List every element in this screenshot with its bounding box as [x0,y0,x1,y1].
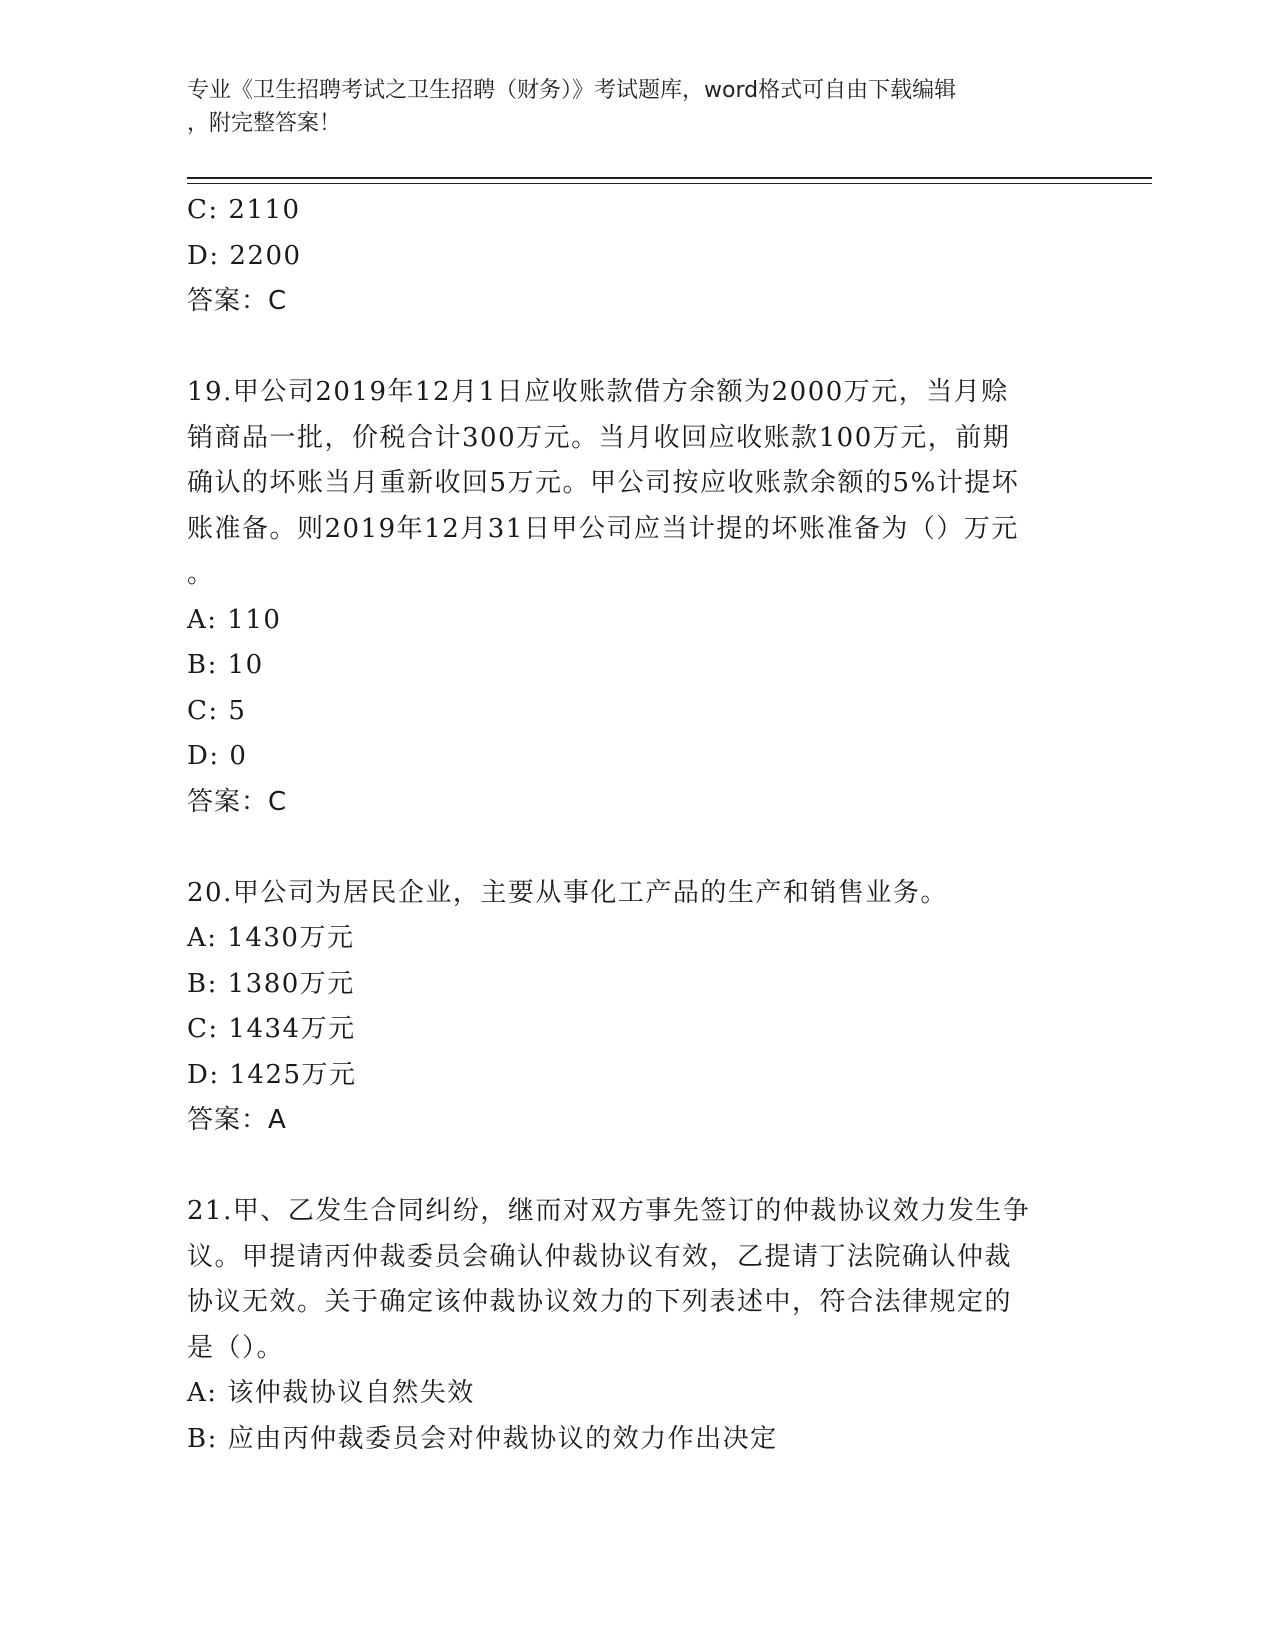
question-20 [187,871,1087,1144]
question-text-line: 21.甲、乙发生合同纠纷，继而对双方事先签订的仲裁协议效力发生争 [187,1196,1031,1226]
previous-question-tail [187,188,1087,325]
option-b: B: 应由丙仲裁委员会对仲裁协议的效力作出决定 [187,1423,778,1454]
answer-line: 答案：C [187,286,288,316]
option-c: C: 1434万元 [187,1014,356,1044]
question-text-line: 销商品一批，价税合计300万元。当月收回应收账款100万元，前期 [187,422,1011,453]
option-a: A: 1430万元 [187,923,355,953]
option-a: A: 110 [187,604,282,635]
question-text-line: 是（）。 [187,1332,285,1363]
question-19 [187,370,1087,825]
option-d: D: 2200 [187,240,302,271]
option-a: A: 该仲裁协议自然失效 [187,1378,475,1408]
document-body [187,188,1087,1462]
option-c: C: 2110 [187,195,301,225]
page-header [187,74,1087,140]
header-divider-thick [187,177,1152,179]
question-text-line: 。 [187,559,215,589]
option-c: C: 5 [187,695,247,726]
question-text-line: 确认的坏账当月重新收回5万元。甲公司按应收账款余额的5%计提坏 [187,468,1020,498]
option-b: B: 10 [187,650,264,680]
question-text-line: 议。甲提请丙仲裁委员会确认仲裁协议有效，乙提请丁法院确认仲裁 [187,1241,1013,1272]
spacer [187,1144,1087,1190]
spacer [187,825,1087,871]
answer-line: 答案：C [187,786,288,817]
option-b: B: 1380万元 [187,968,355,999]
header-line-2: ，附完整答案！ [187,111,342,136]
question-text-line: 协议无效。关于确定该仲裁协议效力的下列表述中，符合法律规定的 [187,1287,1013,1317]
question-text-line: 19.甲公司2019年12月1日应收账款借方余额为2000万元，当月赊 [187,377,1009,407]
spacer [187,325,1087,371]
option-d: D: 1425万元 [187,1059,357,1090]
header-divider-thin [187,183,1152,184]
question-text-line: 20.甲公司为居民企业，主要从事化工产品的生产和销售业务。 [187,877,948,908]
header-line-1: 专业《卫生招聘考试之卫生招聘（财务）》考试题库，word格式可自由下载编辑 [187,78,957,103]
question-text-line: 账准备。则2019年12月31日甲公司应当计提的坏账准备为（）万元 [187,513,1019,544]
answer-line: 答案：A [187,1105,287,1135]
option-d: D: 0 [187,741,248,771]
question-21 [187,1189,1087,1462]
